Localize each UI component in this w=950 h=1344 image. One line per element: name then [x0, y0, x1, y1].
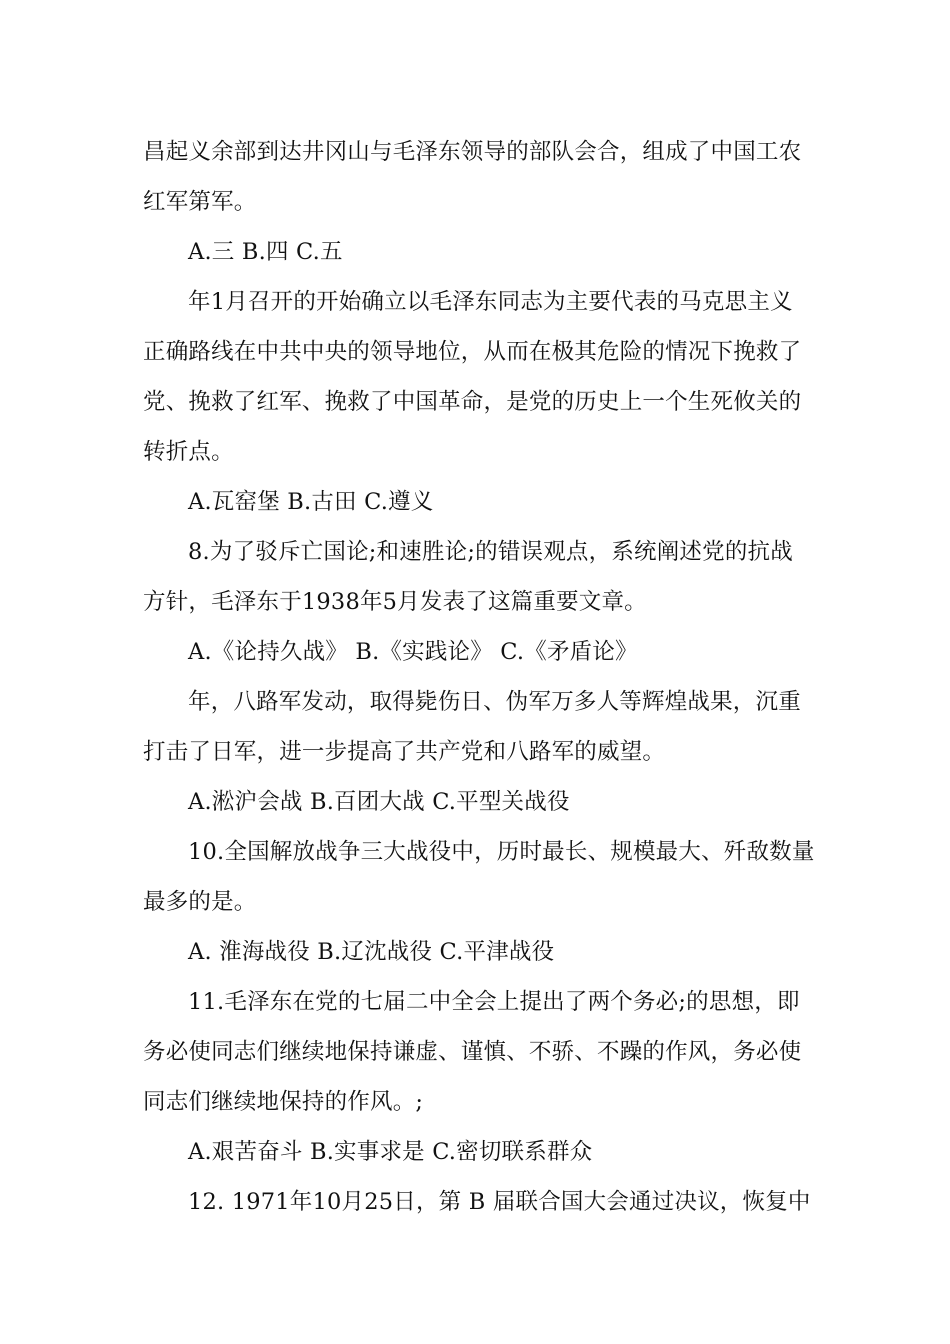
answer-options-line: A.瓦窑堡 B.古田 C.遵义 — [188, 489, 434, 515]
question-line: 8.为了驳斥亡国论;和速胜论;的错误观点，系统阐述党的抗战 — [188, 539, 793, 565]
question-line: 年，八路军发动，取得毙伤日、伪军万多人等辉煌战果，沉重 — [188, 689, 801, 715]
question-line: 10.全国解放战争三大战役中，历时最长、规模最大、歼敌数量 — [188, 839, 815, 865]
text-line-19: 务必使同志们继续地保持谦虚、谨慎、不骄、不躁的作风，务必使 — [143, 1039, 802, 1065]
text-line-5: 正确路线在中共中央的领导地位，从而在极其危险的情况下挽救了 — [143, 339, 802, 365]
question-line: 12. 1971年10月25日，第 B 届联合国大会通过决议，恢复中 — [188, 1189, 811, 1215]
answer-options-line: A.《论持久战》 B.《实践论》 C.《矛盾论》 — [188, 639, 638, 665]
text-line-16: 最多的是。 — [143, 889, 257, 915]
text-line-20: 同志们继续地保持的作风。; — [143, 1089, 424, 1115]
answer-options-line: A. 淮海战役 B.辽沈战役 C.平津战役 — [188, 939, 555, 965]
text-line-1: 昌起义余部到达井冈山与毛泽东领导的部队会合，组成了中国工农 — [143, 139, 802, 165]
answer-options-line: A.艰苦奋斗 B.实事求是 C.密切联系群众 — [188, 1139, 593, 1165]
text-line-10: 方针，毛泽东于1938年5月发表了这篇重要文章。 — [143, 589, 647, 615]
question-line: 年1月召开的开始确立以毛泽东同志为主要代表的马克思主义 — [188, 289, 793, 315]
document-body — [143, 127, 813, 1227]
answer-options-line: A.淞沪会战 B.百团大战 C.平型关战役 — [188, 789, 570, 815]
text-line-13: 打击了日军，进一步提高了共产党和八路军的威望。 — [143, 739, 666, 765]
question-line: 11.毛泽东在党的七届二中全会上提出了两个务必;的思想，即 — [188, 989, 800, 1015]
text-line-6: 党、挽救了红军、挽救了中国革命，是党的历史上一个生死攸关的 — [143, 389, 802, 415]
text-line-7: 转折点。 — [143, 439, 234, 465]
text-line-2: 红军第军。 — [143, 189, 257, 215]
answer-options-line: A.三 B.四 C.五 — [188, 239, 343, 265]
